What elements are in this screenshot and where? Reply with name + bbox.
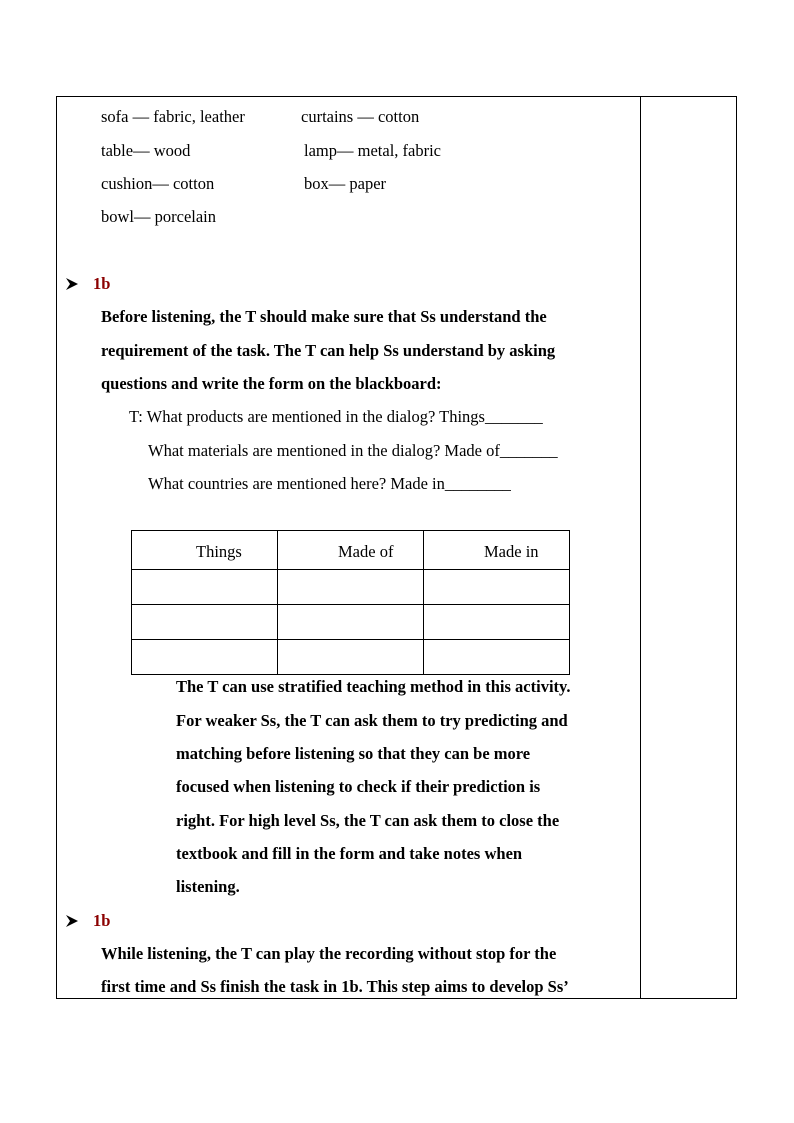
header-made-of: Made of	[278, 531, 424, 570]
paragraph-line: While listening, the T can play the recording without stop for the	[101, 944, 557, 963]
bullet-arrow-icon	[65, 277, 79, 291]
question-line: What materials are mentioned in the dialog? Made of_______	[148, 441, 558, 460]
material-line: lamp— metal, fabric	[304, 141, 441, 160]
table-cell	[132, 570, 278, 605]
table-cell	[278, 570, 424, 605]
paragraph-line: requirement of the task. The T can help Ss understand by asking	[101, 341, 556, 360]
question-line: What countries are mentioned here? Made in________	[148, 474, 511, 493]
question-line: T: What products are mentioned in the dialog? Things_______	[129, 407, 543, 426]
paragraph-line: questions and write the form on the blackboard:	[101, 374, 442, 393]
table-cell	[424, 640, 570, 675]
material-line: box— paper	[304, 174, 387, 193]
paragraph-line: Before listening, the T should make sure that Ss understand the	[101, 307, 547, 326]
header-things: Things	[132, 531, 278, 570]
note-line: listening.	[176, 877, 240, 896]
section-heading: 1b	[93, 911, 111, 930]
lesson-plan-frame	[56, 96, 737, 999]
note-line: textbook and fill in the form and take notes when	[176, 844, 523, 863]
table-cell	[278, 640, 424, 675]
note-line: right. For high level Ss, the T can ask them to close the	[176, 811, 560, 830]
material-line: table— wood	[101, 141, 191, 160]
column-divider	[640, 97, 641, 998]
table-cell	[132, 605, 278, 640]
header-made-in: Made in	[424, 531, 570, 570]
table-header-row	[132, 531, 570, 570]
note-line: focused when listening to check if their prediction is	[176, 777, 541, 796]
section-heading: 1b	[93, 274, 111, 293]
material-line: bowl— porcelain	[101, 207, 217, 226]
table-cell	[424, 605, 570, 640]
material-line: sofa — fabric, leather	[101, 107, 245, 126]
note-line: matching before listening so that they can be more	[176, 744, 531, 763]
table-cell	[132, 640, 278, 675]
note-line: For weaker Ss, the T can ask them to try predicting and	[176, 711, 568, 730]
material-line: cushion— cotton	[101, 174, 215, 193]
table-row	[132, 570, 570, 605]
table-row	[132, 640, 570, 675]
table-cell	[424, 570, 570, 605]
material-line: curtains — cotton	[301, 107, 420, 126]
bullet-arrow-icon	[65, 914, 79, 928]
table-cell	[278, 605, 424, 640]
things-form-table	[131, 530, 570, 675]
paragraph-line: first time and Ss finish the task in 1b. This step aims to develop Ss’	[101, 977, 569, 996]
note-line: The T can use stratified teaching method in this activity.	[176, 677, 571, 696]
table-row	[132, 605, 570, 640]
